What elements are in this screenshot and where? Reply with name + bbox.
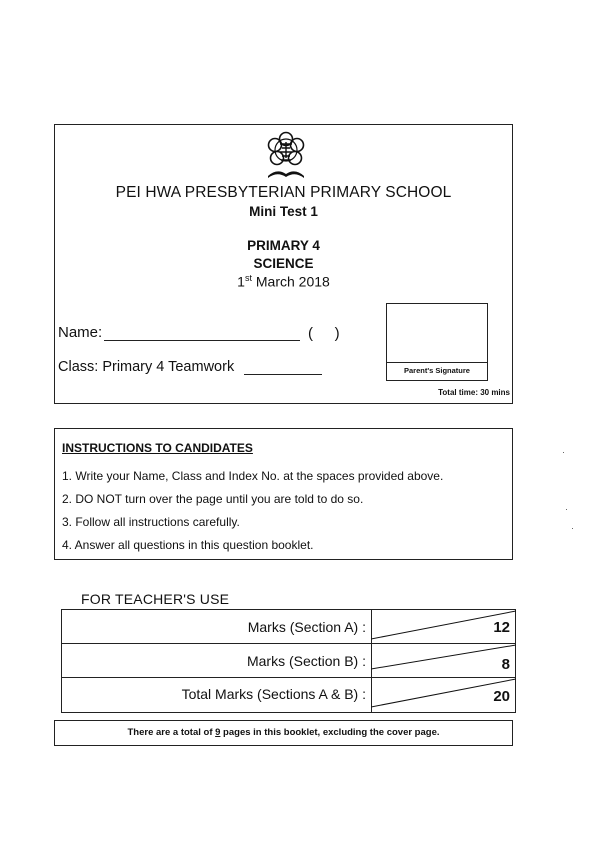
- scan-speck: [566, 509, 567, 510]
- instruction-item: 3. Follow all instructions carefully.: [62, 515, 240, 529]
- note-after: pages in this booklet, excluding the cover page.: [220, 727, 440, 738]
- signature-divider: [386, 362, 488, 363]
- instructions-title: INSTRUCTIONS TO CANDIDATES: [62, 441, 253, 455]
- instruction-item: 2. DO NOT turn over the page until you are told to do so.: [62, 492, 364, 506]
- school-crest-icon: [258, 130, 314, 186]
- section-b-score: 8: [501, 656, 510, 673]
- total-marks-score: 20: [493, 688, 510, 705]
- test-name: Mini Test 1: [249, 204, 318, 219]
- date-suffix: st: [244, 273, 252, 283]
- instruction-item: 4. Answer all questions in this question booklet.: [62, 538, 314, 552]
- level-heading: PRIMARY 4: [247, 238, 320, 253]
- date-day: 1: [237, 273, 245, 290]
- teachers-use-title: FOR TEACHER'S USE: [81, 591, 230, 607]
- class-label: Class: Primary 4 Teamwork: [58, 359, 235, 375]
- section-a-score: 12: [493, 619, 510, 636]
- name-field[interactable]: [104, 340, 300, 341]
- instruction-item: 1. Write your Name, Class and Index No. at the spaces provided above.: [62, 469, 444, 483]
- parent-signature-label: Parent's Signature: [404, 366, 470, 375]
- note-before: There are a total of: [127, 727, 216, 738]
- date-rest: March 2018: [251, 273, 330, 290]
- section-a-label: Marks (Section A) :: [247, 619, 366, 635]
- name-label: Name:: [58, 324, 103, 341]
- school-name: PEI HWA PRESBYTERIAN PRIMARY SCHOOL: [115, 184, 452, 201]
- total-time: Total time: 30 mins: [438, 388, 510, 397]
- scan-speck: [572, 528, 573, 529]
- page-count: 9: [215, 727, 221, 738]
- class-field[interactable]: [244, 374, 322, 375]
- subject-heading: SCIENCE: [253, 256, 314, 271]
- scan-speck: [563, 452, 564, 453]
- page-count-note: [54, 727, 513, 738]
- index-number-field[interactable]: ( ): [308, 325, 341, 342]
- exam-date: [54, 273, 513, 290]
- total-marks-label: Total Marks (Sections A & B) :: [181, 686, 366, 702]
- section-b-label: Marks (Section B) :: [246, 653, 366, 669]
